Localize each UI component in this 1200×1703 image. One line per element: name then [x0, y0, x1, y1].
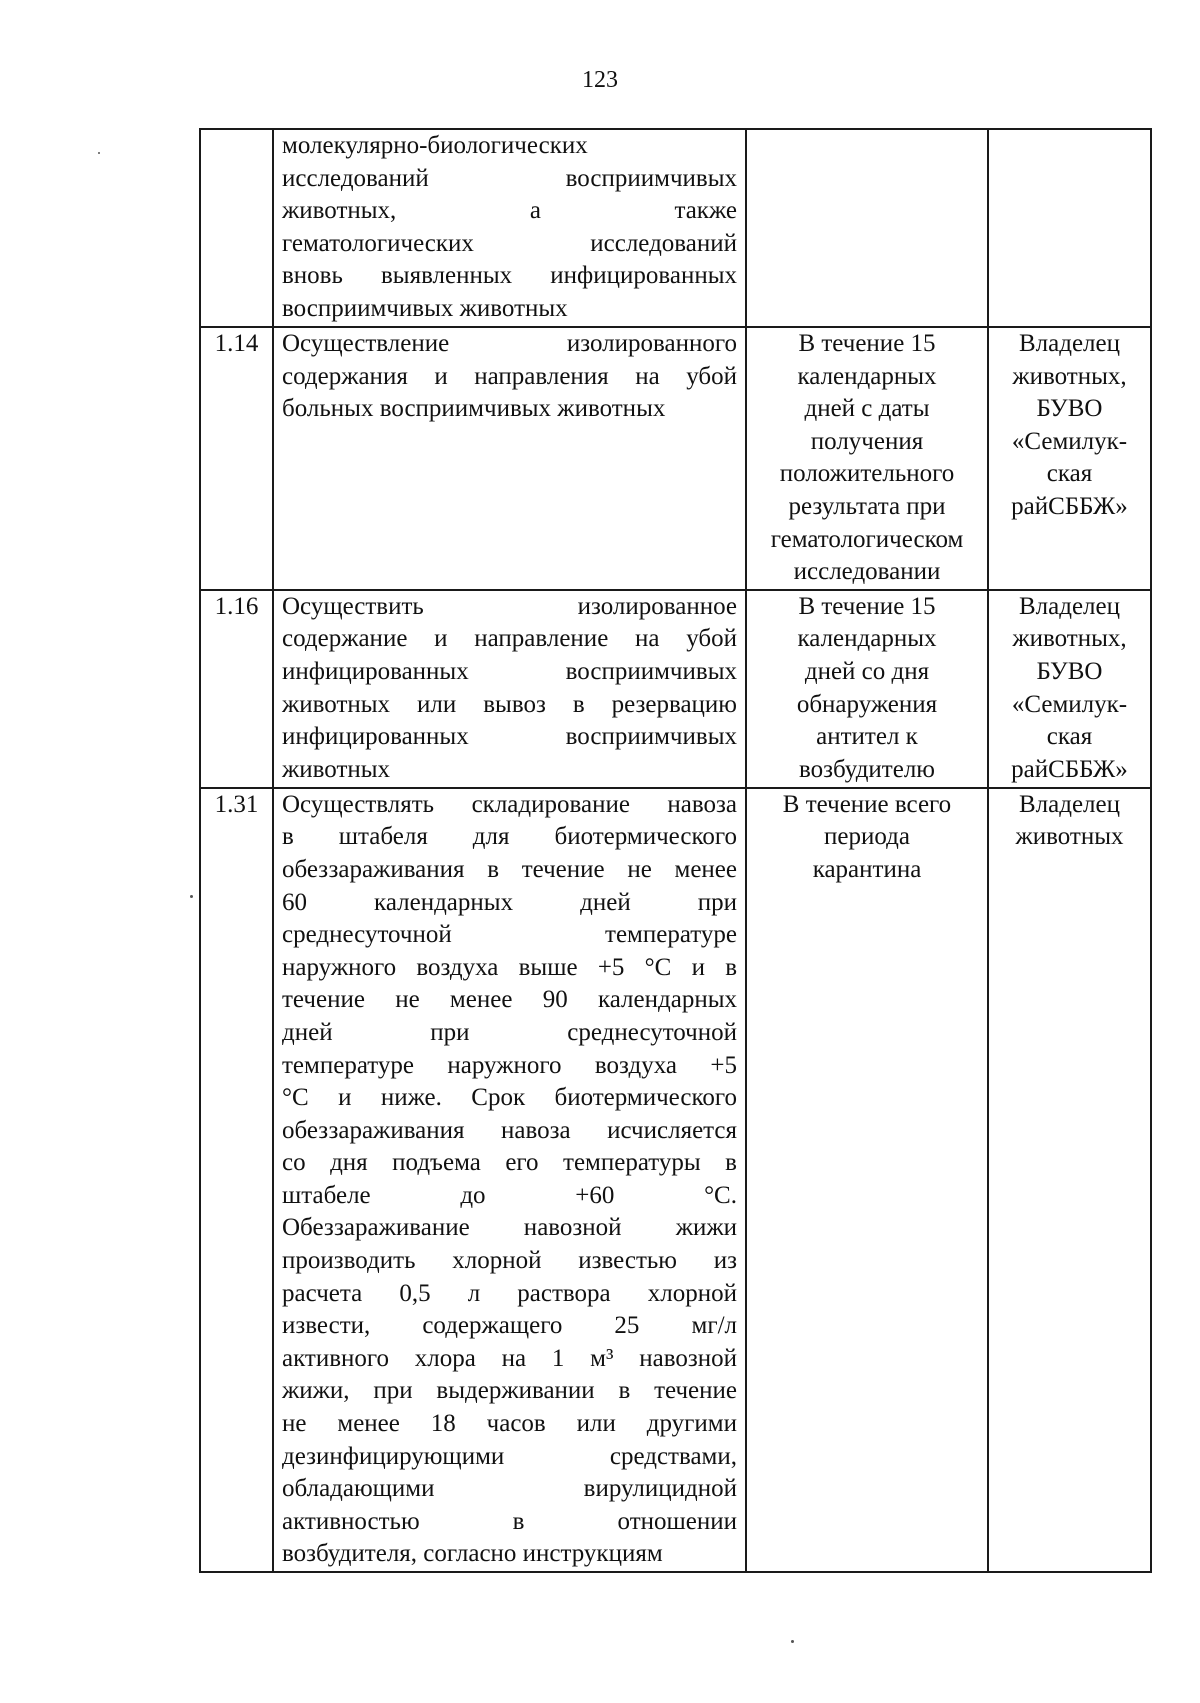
measures-table: [199, 128, 1152, 1573]
measure-description: [282, 591, 737, 787]
scan-speck: [190, 895, 193, 898]
item-number-cell: [200, 788, 273, 1572]
measure-description: [282, 328, 737, 426]
description-line: дней при среднесуточной: [282, 1018, 737, 1046]
table-row: [200, 590, 1151, 788]
responsible-cell: [988, 327, 1151, 590]
description-line: животных или вывоз в резервацию: [282, 690, 737, 718]
description-line: со дня подъема его температуры в: [282, 1149, 737, 1177]
item-number-cell: [200, 590, 273, 788]
description-line: дезинфицирующими средствами,: [282, 1442, 737, 1470]
deadline-text: В течение 15 календарных дней с даты получения положительного результата при гематологическом исследовании: [770, 330, 964, 586]
description-line: среднесуточной температуре: [282, 921, 737, 949]
item-number: 1.14: [214, 330, 259, 357]
description-line: активного хлора на 1 м³ навозной: [282, 1344, 737, 1372]
description-line: расчета 0,5 л раствора хлорной: [282, 1279, 737, 1307]
description-line: активностью в отношении: [282, 1507, 737, 1535]
page-number: 123: [582, 67, 618, 93]
measure-description: [282, 789, 737, 1571]
measure-description-cell: [273, 327, 746, 590]
table-row: [200, 327, 1151, 590]
description-line: инфицированных восприимчивых: [282, 657, 737, 685]
description-line: штабеле до +60 °С.: [282, 1181, 737, 1209]
item-number-cell: [200, 129, 273, 327]
responsible-cell: [988, 590, 1151, 788]
responsible-text: Владелец животных, БУВО «Семилук- ская райСББЖ»: [1011, 330, 1128, 520]
description-line: Осуществление изолированного: [282, 330, 737, 357]
deadline-cell: [746, 327, 988, 590]
description-line: 60 календарных дней при: [282, 888, 737, 916]
responsible-cell: [988, 129, 1151, 327]
description-line: гематологических исследований: [282, 229, 737, 257]
description-line: вновь выявленных инфицированных: [282, 262, 737, 290]
deadline-cell: [746, 590, 988, 788]
description-line: инфицированных восприимчивых: [282, 723, 737, 751]
description-line: производить хлорной известью из: [282, 1247, 737, 1275]
responsible-text: Владелец животных, БУВО «Семилук- ская райСББЖ»: [1011, 592, 1128, 783]
item-number: 1.31: [214, 790, 259, 818]
description-line: не менее 18 часов или другими: [282, 1410, 737, 1438]
measure-description-cell: [273, 590, 746, 788]
description-line: животных: [282, 755, 391, 783]
deadline-text: В течение 15 календарных дней со дня обнаружения антител к возбудителю: [796, 592, 938, 783]
table-row: [200, 788, 1151, 1572]
scan-speck: [791, 1640, 794, 1643]
description-line: исследований восприимчивых: [282, 164, 737, 192]
description-line: содержание и направление на убой: [282, 625, 737, 653]
deadline-cell: [746, 129, 988, 327]
description-line: обеззараживания навоза исчисляется: [282, 1116, 737, 1144]
item-number-cell: [200, 327, 273, 590]
measures-table-body: [200, 129, 1151, 1572]
deadline-text: В течение всего периода карантина: [782, 790, 952, 883]
description-line: восприимчивых животных: [282, 294, 568, 322]
description-line: Осуществлять складирование навоза: [282, 790, 737, 818]
description-line: температуре наружного воздуха +5: [282, 1051, 737, 1079]
responsible-text: Владелец животных: [1015, 790, 1124, 851]
description-line: обеззараживания в течение не менее: [282, 855, 737, 883]
description-line: течение не менее 90 календарных: [282, 986, 737, 1014]
description-line: °С и ниже. Срок биотермического: [282, 1084, 737, 1112]
description-line: обладающими вирулицидной: [282, 1475, 737, 1503]
deadline-cell: [746, 788, 988, 1572]
description-line: животных, а также: [282, 197, 737, 225]
measure-description-cell: [273, 788, 746, 1572]
description-line: жижи, при выдерживании в течение: [282, 1377, 737, 1405]
table-row: [200, 129, 1151, 327]
description-line: Осуществить изолированное: [282, 592, 737, 620]
description-line: Обеззараживание навозной жижи: [282, 1214, 737, 1242]
responsible-cell: [988, 788, 1151, 1572]
description-line: извести, содержащего 25 мг/л: [282, 1312, 737, 1340]
description-line: наружного воздуха выше +5 °С и в: [282, 953, 737, 981]
measure-description: [282, 130, 737, 326]
description-line: больных восприимчивых животных: [282, 395, 666, 423]
description-line: возбудителя, согласно инструкциям: [282, 1540, 663, 1568]
scan-speck: [98, 152, 100, 154]
description-line: содержания и направления на убой: [282, 362, 737, 390]
description-line: в штабеля для биотермического: [282, 823, 737, 851]
measure-description-cell: [273, 129, 746, 327]
item-number: 1.16: [214, 592, 259, 620]
description-line: молекулярно-биологических: [282, 132, 588, 159]
